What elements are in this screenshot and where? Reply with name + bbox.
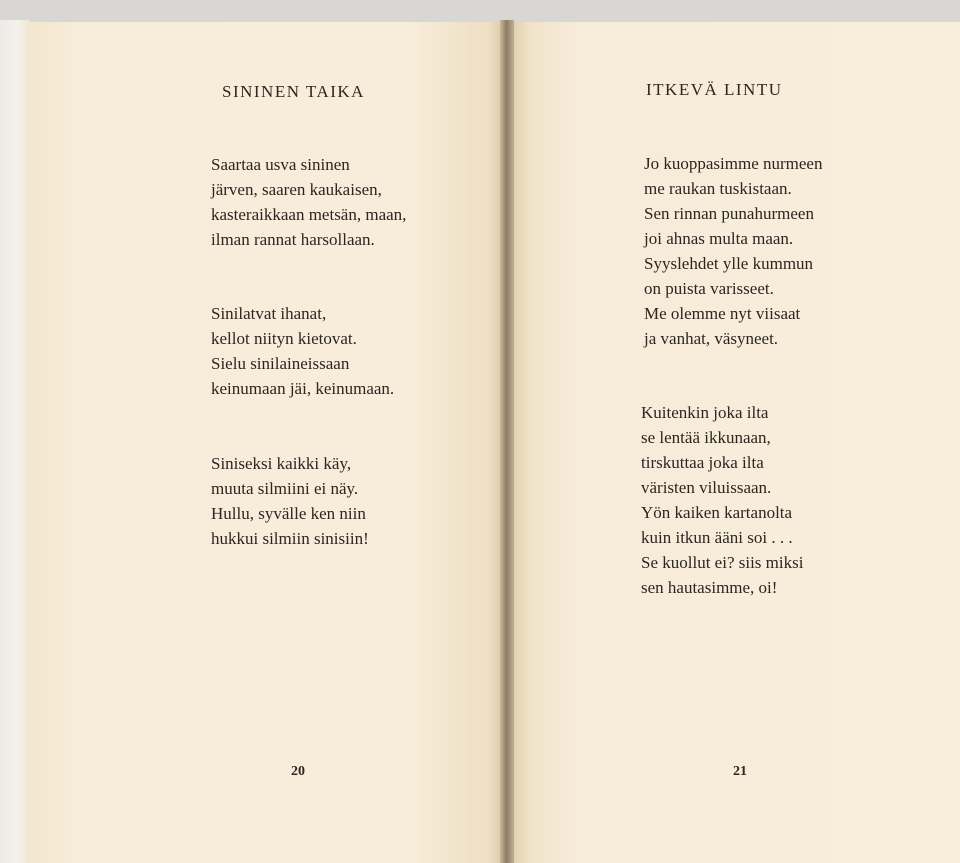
poem-line: Se kuollut ei? siis miksi xyxy=(641,553,804,572)
stanza xyxy=(211,152,406,252)
poem-line: joi ahnas multa maan. xyxy=(644,229,794,248)
poem-line: kuin itkun ääni soi . . . xyxy=(641,528,793,547)
poem-line: keinumaan jäi, keinumaan. xyxy=(211,379,395,398)
poem-line: Yön kaiken kartanolta xyxy=(641,503,793,522)
book-edge xyxy=(0,20,30,863)
poem-line: Saartaa usva sininen xyxy=(211,155,350,174)
poem-line: Hullu, syvälle ken niin xyxy=(211,504,366,523)
poem-title-left: SININEN TAIKA xyxy=(222,82,365,101)
book-spine xyxy=(500,20,514,863)
poem-line: Kuitenkin joka ilta xyxy=(641,403,769,422)
poem-title-right: ITKEVÄ LINTU xyxy=(646,80,783,99)
poem-line: ja vanhat, väsyneet. xyxy=(644,329,779,348)
poem-line: Me olemme nyt viisaat xyxy=(644,304,801,323)
poem-line: se lentää ikkunaan, xyxy=(641,428,771,447)
poem-line: ilman rannat harsollaan. xyxy=(211,230,375,249)
stanza xyxy=(641,400,803,600)
poem-line: Sielu sinilaineissaan xyxy=(211,354,350,373)
poem-line: hukkui silmiin sinisiin! xyxy=(211,529,369,548)
page-number-right: 21 xyxy=(733,764,747,779)
poem-line: sen hautasimme, oi! xyxy=(641,578,778,597)
poem-line: Jo kuoppasimme nurmeen xyxy=(644,154,823,173)
poem-line: muuta silmiini ei näy. xyxy=(211,479,359,498)
poem-line: Siniseksi kaikki käy, xyxy=(211,454,352,473)
stanza xyxy=(644,151,822,351)
page-number-left: 20 xyxy=(291,764,305,779)
left-page xyxy=(28,22,504,863)
poem-line: me raukan tuskistaan. xyxy=(644,179,792,198)
poem-line: Sen rinnan punahurmeen xyxy=(644,204,814,223)
poem-line: Syyslehdet ylle kummun xyxy=(644,254,814,273)
poem-line: järven, saaren kaukaisen, xyxy=(211,180,382,199)
stanza xyxy=(211,301,394,401)
poem-line: on puista varisseet. xyxy=(644,279,774,298)
poem-line: kellot niityn kietovat. xyxy=(211,329,357,348)
stanza xyxy=(211,451,369,551)
poem-line: tirskuttaa joka ilta xyxy=(641,453,764,472)
poem-line: Sinilatvat ihanat, xyxy=(211,304,327,323)
poem-line: kasteraikkaan metsän, maan, xyxy=(211,205,407,224)
poem-line: väristen viluissaan. xyxy=(641,478,772,497)
